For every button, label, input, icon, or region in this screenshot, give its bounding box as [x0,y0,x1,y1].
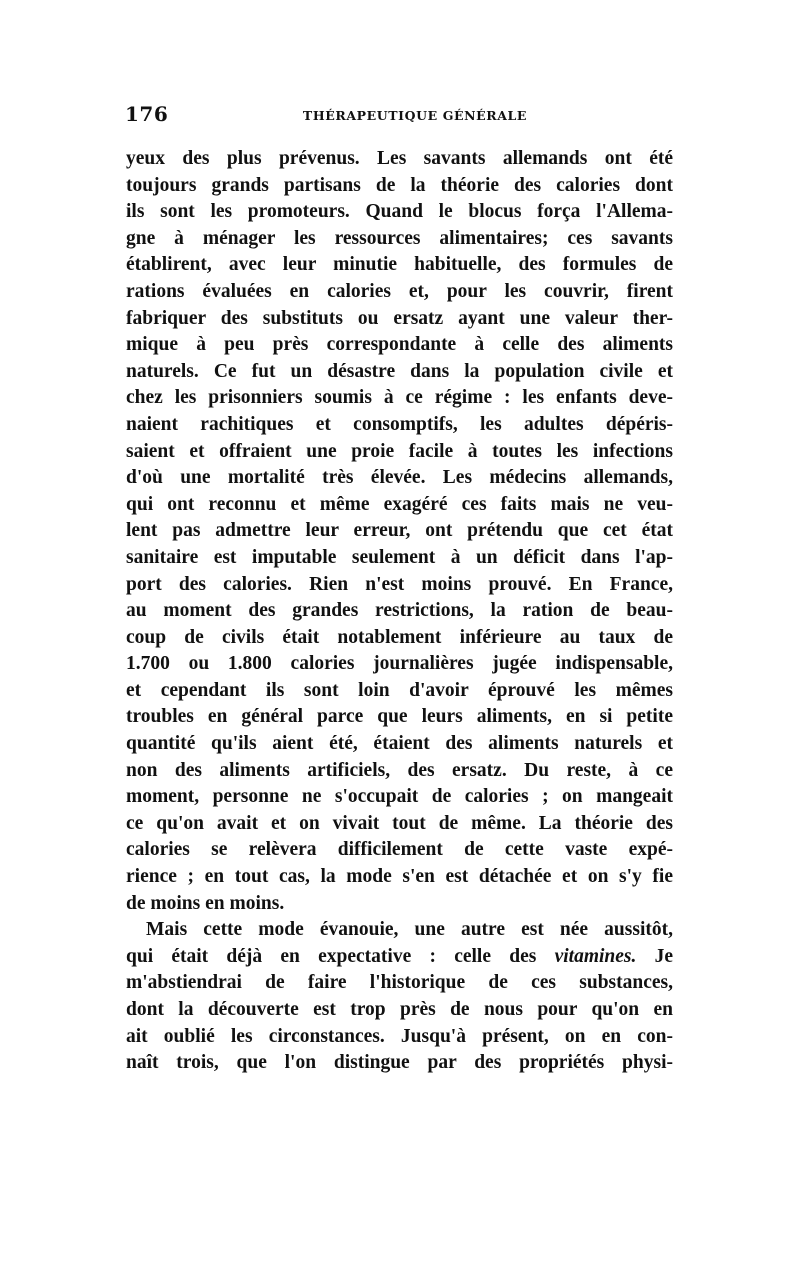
text-line: ait oublié les circonstances. Jusqu'à présent, on en con- [126,1025,673,1047]
text-line: naît trois, que l'on distingue par des propriétés physi- [126,1052,673,1074]
text-line: yeux des plus prévenus. Les savants allemands ont été [126,148,673,169]
text-line: moment, personne ne s'occupait de calories ; on mangeait [126,786,673,808]
text-line: naient rachitiques et consomptifs, les adultes dépéris- [126,413,673,435]
text-line: gne à ménager les ressources alimentaires; ces savants [126,227,673,249]
page-header [125,102,675,132]
text-line: établirent, avec leur minutie habituelle, des formules de [126,254,673,276]
text-line: coup de civils était notablement inférieure au taux de [126,626,673,648]
text-line: et cependant ils sont loin d'avoir éprouvé les mêmes [126,679,673,701]
text-line: au moment des grandes restrictions, la ration de beau- [126,600,673,622]
text-line: lent pas admettre leur erreur, ont prétendu que cet état [126,520,673,542]
text-line-with-italic [126,944,673,971]
text-segment: qui était déjà en expectative : celle des [126,945,537,967]
running-head: THÉRAPEUTIQUE GÉNÉRALE [302,108,528,123]
text-line: dont la découverte est trop près de nous pour qu'on en [126,999,673,1020]
text-line-paragraph-start: Mais cette mode évanouie, une autre est née aussitôt, [146,919,673,941]
text-line: rience ; en tout cas, la mode s'en est détachée et on s'y fie [126,866,673,888]
page-number: 176 [125,102,169,126]
text-line: m'abstiendrai de faire l'historique de ces substances, [126,972,673,994]
text-line: ce qu'on avait et on vivait tout de même. La théorie des [126,812,673,834]
italic-term-vitamines: vitamines. [554,945,637,967]
text-line: port des calories. Rien n'est moins prouvé. En France, [126,573,673,595]
text-line: naturels. Ce fut un désastre dans la population civile et [126,360,673,382]
text-line-paragraph-end: de moins en moins. [126,892,285,914]
text-line: qui ont reconnu et même exagéré ces faits mais ne veu- [126,493,673,515]
text-line: chez les prisonniers soumis à ce régime : les enfants deve- [126,387,673,409]
text-line: 1.700 ou 1.800 calories journalières jugée indispensable, [126,653,673,675]
text-line: d'où une mortalité très élevée. Les médecins allemands, [126,467,673,489]
text-line: saient et offraient une proie facile à toutes les infections [126,440,673,462]
text-line: troubles en général parce que leurs aliments, en si petite [126,706,673,728]
text-segment: Je [654,945,674,967]
text-line: sanitaire est imputable seulement à un déficit dans l'ap- [126,546,673,568]
text-line: toujours grands partisans de la théorie des calories dont [126,174,673,196]
text-line: ils sont les promoteurs. Quand le blocus força l'Allema- [126,201,673,223]
text-line: fabriquer des substituts ou ersatz ayant une valeur ther- [126,307,673,329]
text-line: mique à peu près correspondante à celle des aliments [126,334,673,356]
body-text [126,146,673,1077]
text-line: rations évaluées en calories et, pour les couvrir, firent [126,280,673,302]
text-line: non des aliments artificiels, des ersatz. Du reste, à ce [126,759,673,781]
text-line: quantité qu'ils aient été, étaient des aliments naturels et [126,733,673,755]
text-line: calories se relèvera difficilement de cette vaste expé- [126,839,673,861]
